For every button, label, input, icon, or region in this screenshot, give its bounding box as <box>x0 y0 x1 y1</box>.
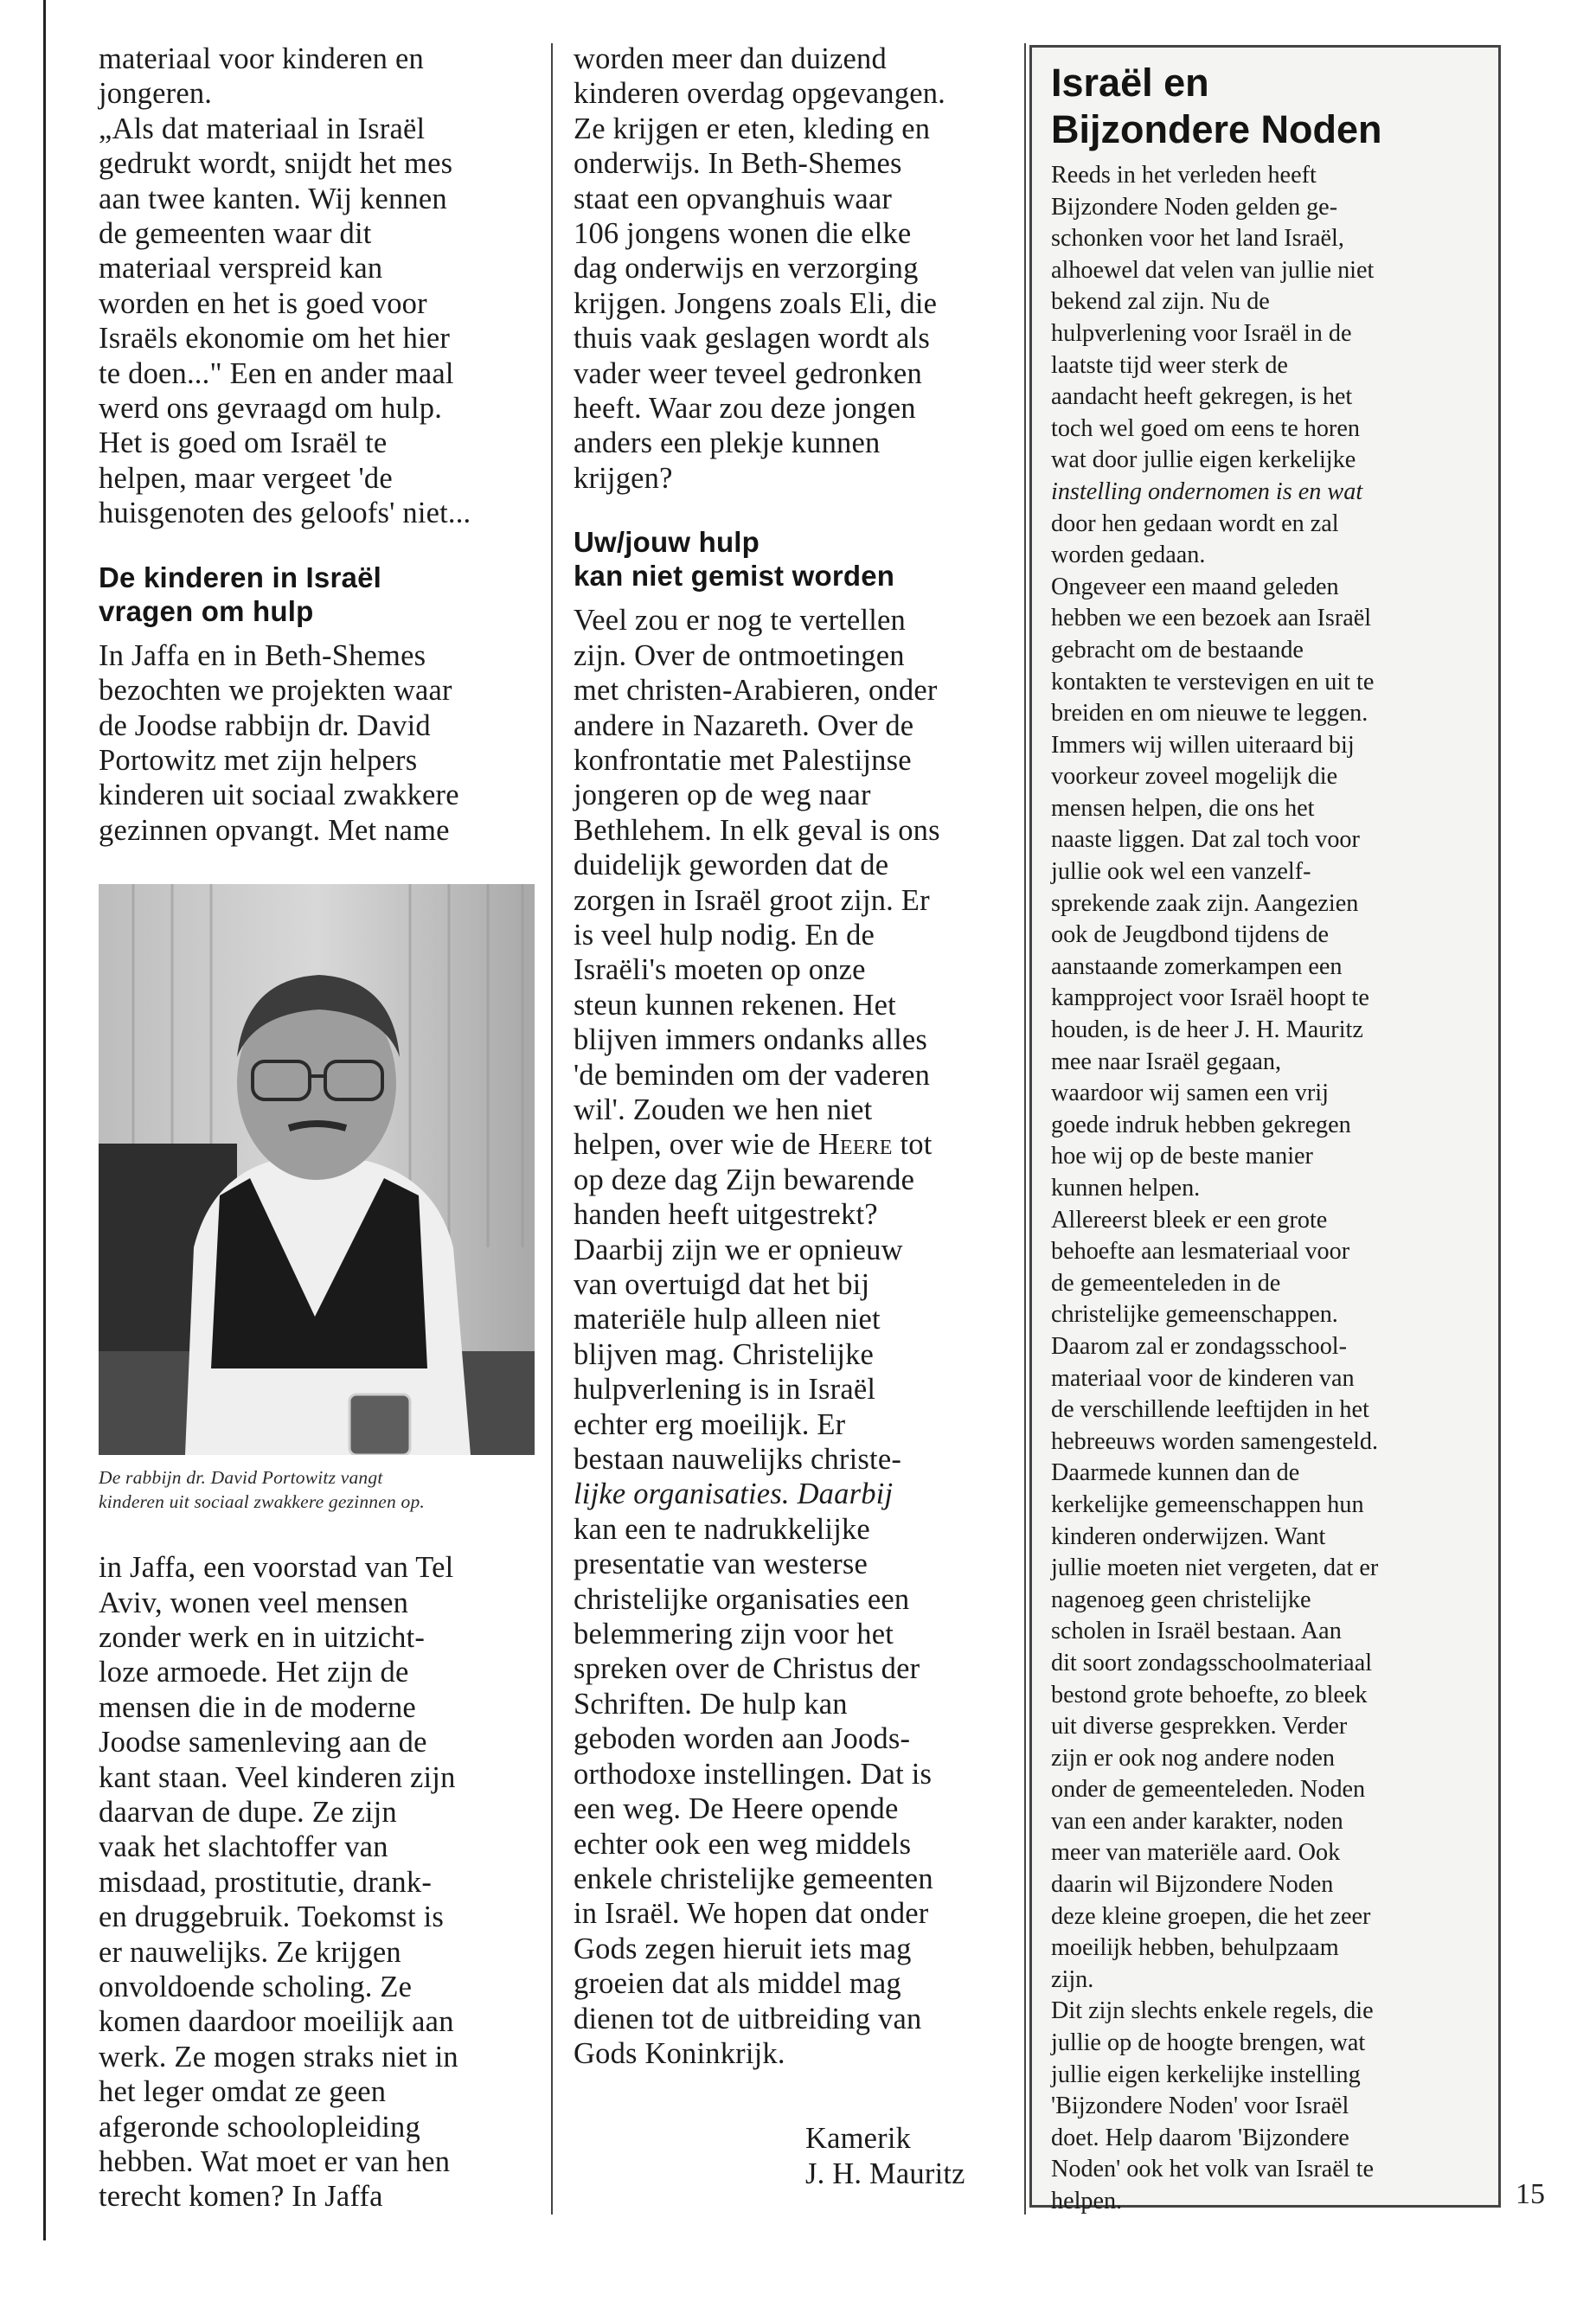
text-line: scholen in Israël bestaan. Aan <box>1051 1618 1342 1645</box>
text-line: belemmering zijn voor het <box>574 1618 894 1651</box>
text-line: werk. Ze mogen straks niet in <box>99 2040 458 2073</box>
text-line: waardoor wij samen een vrij <box>1051 1080 1329 1107</box>
text-line: hebben we een bezoek aan Israël <box>1051 605 1372 632</box>
section-heading-children <box>99 561 531 628</box>
text-line: Daarmede kunnen dan de <box>1051 1459 1300 1487</box>
text-line: komen daardoor moeilijk aan <box>99 2005 454 2039</box>
text-line: de verschillende leeftijden in het <box>1051 1396 1369 1424</box>
text-line: kant staan. Veel kinderen zijn <box>99 1760 456 1794</box>
signature-name: J. H. Mauritz <box>805 2157 965 2190</box>
sidebar-text-italic: instelling ondernomen is en wat <box>1051 478 1363 505</box>
text-line: meer van materiële aard. Ook <box>1051 1839 1341 1867</box>
sidebar-title-line1: Israël en <box>1051 61 1209 105</box>
text-line: kampproject voor Israël hoopt te <box>1051 984 1369 1012</box>
text-line: het leger omdat ze geen <box>99 2075 387 2109</box>
text-line: zonder werk en in uitzicht- <box>99 1620 426 1654</box>
text-line: Uw/jouw hulp <box>574 526 760 559</box>
text-line: dag onderwijs en verzorging <box>574 252 919 285</box>
text-line: heeft. Waar zou deze jongen <box>574 392 916 426</box>
text-line: Schriften. De hulp kan <box>574 1687 848 1721</box>
text-line: Joodse samenleving aan de <box>99 1726 427 1759</box>
text-line: 106 jongens wonen die elke <box>574 217 912 251</box>
text-line: hulpverlening voor Israël in de <box>1051 319 1352 347</box>
text-line: hebreeuws worden samengesteld. <box>1051 1427 1379 1455</box>
text-line: voorkeur zoveel mogelijk die <box>1051 763 1338 791</box>
intro-paragraph <box>99 42 531 531</box>
text-line: aanstaande zomerkampen een <box>1051 952 1343 980</box>
text-line: de gemeenteleden in de <box>1051 1269 1281 1297</box>
text-line: staat een opvanghuis waar <box>574 182 893 215</box>
text-line: dit soort zondagsschoolmateriaal <box>1051 1649 1373 1676</box>
text-line: 'de beminden om der vaderen <box>574 1058 931 1092</box>
help-text-italic: lijke organisaties. Daarbij <box>574 1477 894 1511</box>
text-line: Israëli's moeten op onze <box>574 953 866 987</box>
text-line: loze armoede. Het zijn de <box>99 1656 409 1689</box>
text-line: naaste liggen. Dat zal toch voor <box>1051 826 1360 854</box>
text-line: Daarbij zijn we er opnieuw <box>574 1233 903 1266</box>
text-line: afgeronde schoolopleiding <box>99 2110 420 2144</box>
text-line: toch wel goed om eens te horen <box>1051 414 1360 442</box>
text-line: Ongeveer een maand geleden <box>1051 573 1339 600</box>
text-line: krijgen. Jongens zoals Eli, die <box>574 286 938 320</box>
continued-paragraph-top <box>574 42 1008 496</box>
article-column-1 <box>99 42 531 2214</box>
text-line: Dit zijn slechts enkele regels, die <box>1051 1997 1374 2025</box>
heere-word: Heere <box>817 1128 893 1162</box>
text-line: materiële hulp alleen niet <box>574 1303 881 1336</box>
text-line: en druggebruik. Toekomst is <box>99 1900 445 1934</box>
text-line: Daarom zal er zondagsschool- <box>1051 1332 1348 1360</box>
text-line: kerkelijke gemeenschappen hun <box>1051 1490 1364 1518</box>
section-heading-help <box>574 525 1008 593</box>
text-line: werd ons gevraagd om hulp. <box>99 392 443 426</box>
text-line: Veel zou er nog te vertellen <box>574 604 906 638</box>
text-line: materiaal voor de kinderen van <box>1051 1364 1355 1392</box>
text-line: vader weer teveel gedronken <box>574 356 922 390</box>
text-line: wat door jullie eigen kerkelijke <box>1051 446 1356 474</box>
text-line: jullie eigen kerkelijke instelling <box>1051 2061 1361 2088</box>
rabbi-portrait-image <box>99 884 535 1455</box>
text-line: helpen. <box>1051 2188 1123 2214</box>
text-line: Het is goed om Israël te <box>99 426 388 460</box>
text-line: door hen gedaan wordt en zal <box>1051 510 1339 537</box>
sidebar-title-line2: Bijzondere Noden <box>1051 107 1382 151</box>
text-line: krijgen? <box>574 461 673 495</box>
text-line: Reeds in het verleden heeft <box>1051 162 1317 189</box>
text-line: anders een plekje kunnen <box>574 426 881 460</box>
text-line: materiaal verspreid kan <box>99 252 383 285</box>
page-number: 15 <box>1516 2178 1545 2210</box>
sidebar-text <box>1051 160 1479 2218</box>
text-line: Portowitz met zijn helpers <box>99 743 418 777</box>
text-line: Ze krijgen er eten, kleding en <box>574 112 931 145</box>
text-line: enkele christelijke gemeenten <box>574 1862 933 1895</box>
text-line: op deze dag Zijn bewarende <box>574 1163 915 1196</box>
text-line: terecht komen? In Jaffa <box>99 2180 383 2214</box>
text-line: behoefte aan lesmateriaal voor <box>1051 1238 1350 1266</box>
text-line: handen heeft uitgestrekt? <box>574 1198 878 1232</box>
text-line: worden en het is goed voor <box>99 286 427 320</box>
text-line: wil'. Zouden we hen niet <box>574 1093 873 1126</box>
text-line: duidelijk geworden dat de <box>574 849 889 882</box>
text-line: schonken voor het land Israël, <box>1051 225 1344 253</box>
text-line: met christen-Arabieren, onder <box>574 674 938 708</box>
text-line: thuis vaak geslagen wordt als <box>574 322 931 356</box>
text-line: goede indruk hebben gekregen <box>1051 1111 1351 1138</box>
text-line: onderwijs. In Beth-Shemes <box>574 147 902 181</box>
text-line: vaak het slachtoffer van <box>99 1830 388 1864</box>
page-left-rule <box>43 0 46 2240</box>
text-line: ook de Jeugdbond tijdens de <box>1051 921 1329 949</box>
continued-paragraph <box>99 1550 531 2214</box>
sidebar-box <box>1029 45 1501 2214</box>
text-line: hulpverlening is in Israël <box>574 1373 876 1407</box>
text-line: in Jaffa, een voorstad van Tel <box>99 1551 454 1585</box>
section-paragraph <box>99 638 531 848</box>
text-line: te doen..." Een en ander maal <box>99 356 454 390</box>
text-line: Allereerst bleek er een grote <box>1051 1206 1328 1234</box>
text-line: orthodoxe instellingen. Dat is <box>574 1757 933 1791</box>
text-line: kinderen uit sociaal zwakkere <box>99 779 459 812</box>
signature-place: Kamerik <box>805 2122 912 2156</box>
text-line: nagenoeg geen christelijke <box>1051 1586 1311 1613</box>
text-line: gebracht om de bestaande <box>1051 636 1304 663</box>
help-text-a <box>574 604 940 1126</box>
text-line: groeien dat als middel mag <box>574 1967 901 2001</box>
text-line: christelijke organisaties een <box>574 1582 910 1616</box>
text-line: bestond grote behoefte, zo bleek <box>1051 1681 1368 1708</box>
text-line: helpen, maar vergeet 'de <box>99 461 393 495</box>
text-line: kan een te nadrukkelijke <box>574 1512 870 1546</box>
text-line: huisgenoten des geloofs' niet... <box>99 497 471 530</box>
text-line: daarvan de dupe. Ze zijn <box>99 1795 397 1829</box>
text-line: worden gedaan. <box>1051 542 1206 569</box>
text-line: onder de gemeenteleden. Noden <box>1051 1776 1366 1804</box>
text-line: uit diverse gesprekken. Verder <box>1051 1713 1348 1740</box>
sidebar-text-b <box>1051 510 1378 2214</box>
text-line: kinderen overdag opgevangen. <box>574 77 945 111</box>
text-line: kinderen uit sociaal zwakkere gezinnen op. <box>99 1491 425 1513</box>
text-line: van een ander karakter, noden <box>1051 1807 1343 1835</box>
text-line: Bijzondere Noden gelden ge- <box>1051 193 1338 221</box>
text-line: Immers wij willen uiteraard bij <box>1051 731 1355 759</box>
text-line: Noden' ook het volk van Israël te <box>1051 2156 1374 2183</box>
text-line: jongeren. <box>99 77 213 111</box>
text-line: De rabbijn dr. David Portowitz vangt <box>99 1467 383 1489</box>
help-text-b <box>574 1163 914 1476</box>
text-line: kunnen helpen. <box>1051 1175 1201 1202</box>
sidebar-title <box>1051 60 1479 153</box>
text-line: De kinderen in Israël <box>99 561 381 593</box>
text-line: is veel hulp nodig. En de <box>574 918 875 952</box>
text-line: worden meer dan duizend <box>574 42 887 75</box>
text-line: blijven mag. Christelijke <box>574 1337 875 1371</box>
column-rule <box>551 43 553 2214</box>
text-line: bezochten we projekten waar <box>99 674 452 708</box>
text-line: kan niet gemist worden <box>574 560 895 593</box>
text-line: mee naar Israël gegaan, <box>1051 1048 1282 1075</box>
text-line: sprekende zaak zijn. Aangezien <box>1051 889 1359 917</box>
help-text-heere-pre: helpen, over wie de <box>574 1128 818 1162</box>
help-paragraph <box>574 603 1008 2071</box>
text-line: blijven immers ondanks alles <box>574 1023 927 1057</box>
text-line: doet. Help daarom 'Bijzondere <box>1051 2124 1349 2151</box>
text-line: moeilijk hebben, behulpzaam <box>1051 1934 1339 1962</box>
text-line: gezinnen opvangt. Met name <box>99 813 450 847</box>
text-line: kinderen onderwijzen. Want <box>1051 1522 1326 1550</box>
text-line: aandacht heeft gekregen, is het <box>1051 383 1353 411</box>
text-line: „Als dat materiaal in Israël <box>99 112 426 145</box>
text-line: bestaan nauwelijks christe- <box>574 1443 902 1477</box>
text-line: hebben. Wat moet er van hen <box>99 2145 451 2179</box>
signature <box>574 2121 1008 2191</box>
text-line: echter ook een weg middels <box>574 1827 912 1861</box>
text-line: misdaad, prostitutie, drank- <box>99 1865 433 1899</box>
text-line: jongeren op de weg naar <box>574 779 871 812</box>
text-line: in Israël. We hopen dat onder <box>574 1897 929 1931</box>
text-line: zorgen in Israël groot zijn. Er <box>574 883 930 917</box>
text-line: aan twee kanten. Wij kennen <box>99 182 447 215</box>
text-line: gedrukt wordt, snijdt het mes <box>99 147 453 181</box>
text-line: kontakten te verstevigen en uit te <box>1051 668 1375 695</box>
text-line: dienen tot de uitbreiding van <box>574 2002 922 2035</box>
text-line: zijn. Over de ontmoetingen <box>574 638 905 672</box>
text-line: houden, is de heer J. H. Mauritz <box>1051 1016 1363 1044</box>
text-line: Bethlehem. In elk geval is ons <box>574 813 940 847</box>
text-line: er nauwelijks. Ze krijgen <box>99 1935 401 1969</box>
text-line: geboden worden aan Joods- <box>574 1722 911 1756</box>
text-line: hoe wij op de beste manier <box>1051 1143 1313 1170</box>
text-line: steun kunnen rekenen. Het <box>574 988 896 1022</box>
text-line: vragen om hulp <box>99 594 314 627</box>
help-text-heere-post: tot <box>892 1128 933 1162</box>
text-line: Gods zegen hieruit iets mag <box>574 1932 912 1965</box>
text-line: daarin wil Bijzondere Noden <box>1051 1871 1334 1899</box>
text-line: jullie op de hoogte brengen, wat <box>1051 2029 1366 2057</box>
text-line: onvoldoende scholing. Ze <box>99 1971 413 2003</box>
text-line: christelijke gemeenschappen. <box>1051 1301 1338 1329</box>
text-line: echter erg moeilijk. Er <box>574 1407 846 1441</box>
text-line: een weg. De Heere opende <box>574 1792 899 1826</box>
text-line: spreken over de Christus der <box>574 1652 920 1686</box>
text-line: zijn er ook nog andere noden <box>1051 1744 1335 1772</box>
text-line: jullie moeten niet vergeten, dat er <box>1051 1554 1379 1582</box>
text-line: 'Bijzondere Noden' voor Israël <box>1051 2093 1349 2120</box>
text-line: laatste tijd weer sterk de <box>1051 351 1288 379</box>
text-line: bekend zal zijn. Nu de <box>1051 288 1270 316</box>
sidebar-text-a <box>1051 162 1374 473</box>
text-line: Gods Koninkrijk. <box>574 2036 785 2070</box>
text-line: presentatie van westerse <box>574 1548 869 1581</box>
text-line: deze kleine groepen, die het zeer <box>1051 1902 1371 1930</box>
article-column-2 <box>574 42 1008 2191</box>
text-line: breiden en om nieuwe te leggen. <box>1051 700 1368 727</box>
text-line: konfrontatie met Palestijnse <box>574 743 912 777</box>
text-line: zijn. <box>1051 1965 1094 1993</box>
text-line: Israëls ekonomie om het hier <box>99 322 451 356</box>
text-line: van overtuigd dat het bij <box>574 1268 870 1301</box>
text-line: andere in Nazareth. Over de <box>574 708 914 742</box>
portrait-photo <box>99 884 535 1455</box>
text-line: materiaal voor kinderen en <box>99 42 424 75</box>
text-line: In Jaffa en in Beth-Shemes <box>99 638 426 672</box>
text-line: de gemeenten waar dit <box>99 217 372 251</box>
photo-caption <box>99 1465 531 1514</box>
text-line: de Joodse rabbijn dr. David <box>99 708 431 742</box>
column-rule <box>1024 43 1026 2214</box>
text-line: Aviv, wonen veel mensen <box>99 1586 409 1619</box>
text-line: alhoewel dat velen van jullie niet <box>1051 256 1375 284</box>
text-line: mensen die in de moderne <box>99 1690 416 1724</box>
text-line: jullie ook wel een vanzelf- <box>1051 858 1311 886</box>
help-text-c <box>574 1513 933 2070</box>
text-line: mensen helpen, die ons het <box>1051 794 1315 822</box>
